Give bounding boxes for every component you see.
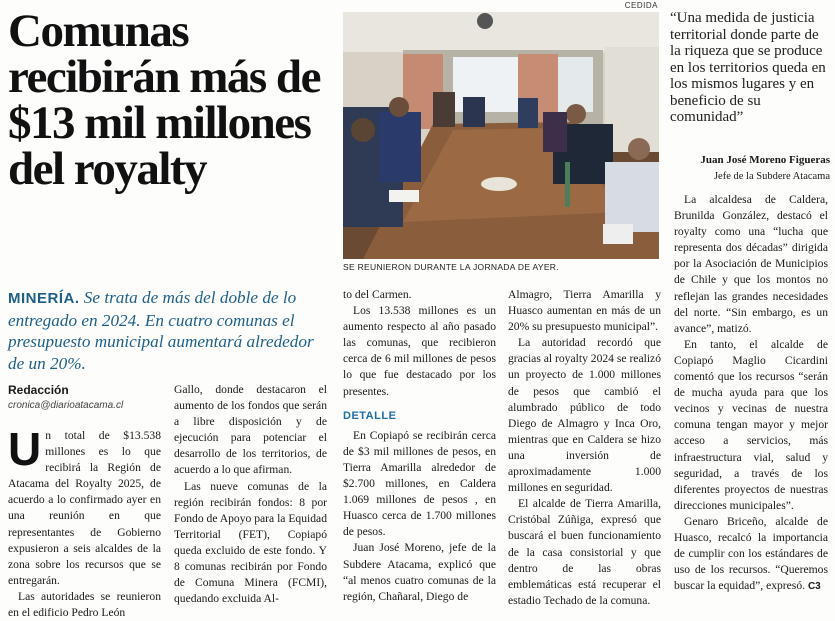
col5-paragraph-3 (674, 514, 828, 595)
headline: Comunas recibirán más de $13 mil millones del royalty (8, 5, 320, 195)
col3-paragraph-1: Los 13.538 millones es un aumento respecto al año pasado las comunas, que recibieron cerca de 6 mil millones de pesos lo que fue destacado por los presentes. (343, 304, 496, 398)
dropcap: U (8, 423, 42, 475)
byline (8, 383, 168, 411)
col3-paragraph-3: Juan José Moreno, jefe de la Subdere Atacama, explicó que “al menos cuatro comunas de la región, Chañaral, Diego de (343, 541, 496, 603)
col4-paragraph-0: Almagro, Tierra Amarilla y Huasco aumentan en más de un 20% su presupuesto municipal”. (508, 288, 661, 334)
col3-paragraph-2: En Copiapó se recibirán cerca de $3 mil millones de pesos, en Tierra Amarilla alrededor de $2.700 millones, en Caldera 1.069 millones de pesos , en Huasco cerca de 1.700 millones de pesos. (343, 428, 496, 539)
col3-paragraph-0: to del Carmen. (343, 288, 412, 301)
article-column-3 (343, 287, 496, 605)
article-column-5 (674, 192, 828, 595)
photo-caption: SE REUNIERON DURANTE LA JORNADA DE AYER. (343, 262, 559, 272)
article-column-2 (174, 382, 327, 607)
lead-paragraph (8, 287, 333, 374)
meeting-photo (343, 12, 659, 259)
section-subhead: DETALLE (343, 409, 397, 422)
col5-paragraph-2: En tanto, el alcalde de Copiapó Maglio Cicardini comentó que los recursos “serán de mucha ayuda para que los vecinos y vecinas de nuestra comuna tengan mayor y mejor acceso a servicios, más infraestructura vial, salud y seguridad, a través de los diferentes proyectos de nuestras direcciones municipales”. (674, 337, 828, 512)
end-mark: C3 (807, 581, 821, 593)
col1-paragraph-2: Las autoridades se reunieron en el edificio Pedro León (8, 589, 161, 620)
col4-paragraph-2: El alcalde de Tierra Amarilla, Cristóbal Zúñiga, expresó que buscará el buen funcionamiento de la casa consistorial y que dentro de las obras emblemáticas está recuperar el estadio Techado de la comuna. (508, 497, 661, 607)
col2-paragraph-1: Gallo, donde destacaron el aumento de los fondos que serán a libre disposición y de ejecución para potenciar el desarrollo de los territorios, de acuerdo a lo que afirman. (174, 383, 327, 477)
col4-paragraph-1: La autoridad recordó que gracias al royalty 2024 se realizó un proyecto de 1.000 millones de pesos que cambió el alumbrado público de todo Diego de Almagro y Inca Oro, mientras que en Caldera se hizo una inversión de aproximadamente 1.000 millones en seguridad. (508, 336, 661, 495)
byline-name: Redacción (8, 383, 69, 397)
byline-email: cronica@diarioatacama.cl (8, 400, 124, 411)
col5-paragraph-1: La alcaldesa de Caldera, Brunilda González, destacó el royalty como una “lucha que representa dos décadas” dirigida por la Asociación de Municipios de Chile y que los montos no reflejan las grandes necesidades del norte. “Sin embargo, es un avance”, matizó. (674, 193, 828, 335)
lead-text: Se trata de más del doble de lo entregado en 2024. En cuatro comunas el presupuesto municipal aumentará alrededor de un 20%. (8, 288, 314, 373)
quote-author: Juan José Moreno Figueras (700, 154, 830, 166)
pull-quote: “Una medida de justicia territorial donde parte de la riqueza que se produce en los territorios queda en los mismos lugares y en beneficio de su comunidad” (670, 10, 826, 125)
photo-credit: CEDIDA (624, 1, 658, 10)
col2-paragraph-2: Las nueve comunas de la región recibirán fondos: 8 por Fondo de Apoyo para la Equidad Territorial (FET), Copiapó queda excluido de este fondo. Y 8 comunas recibirán por Fondo de Comuna Minera (FCMI), quedando excluida Al- (174, 479, 327, 606)
article-column-1 (8, 423, 161, 621)
article-column-4 (508, 287, 661, 609)
col5-paragraph-3-text: Genaro Briceño, alcalde de Huasco, recalcó la importancia de cumplir con los estándares de uso de los recursos. “Queremos buscar la equidad”, expresó. (674, 514, 828, 593)
meeting-photo-image (343, 12, 659, 259)
lead-kicker: MINERÍA. (8, 290, 80, 307)
quote-author-role: Jefe de la Subdere Atacama (713, 171, 830, 182)
col1-paragraph-1: n total de $13.538 millones es lo que recibirá la Región de Atacama del Royalty 2025, de acuerdo a lo confirmado ayer en una reunión en que representantes de Gobierno expusieron a seis alcaldes de la zona sobre los recursos que se entregarán. (8, 429, 161, 587)
